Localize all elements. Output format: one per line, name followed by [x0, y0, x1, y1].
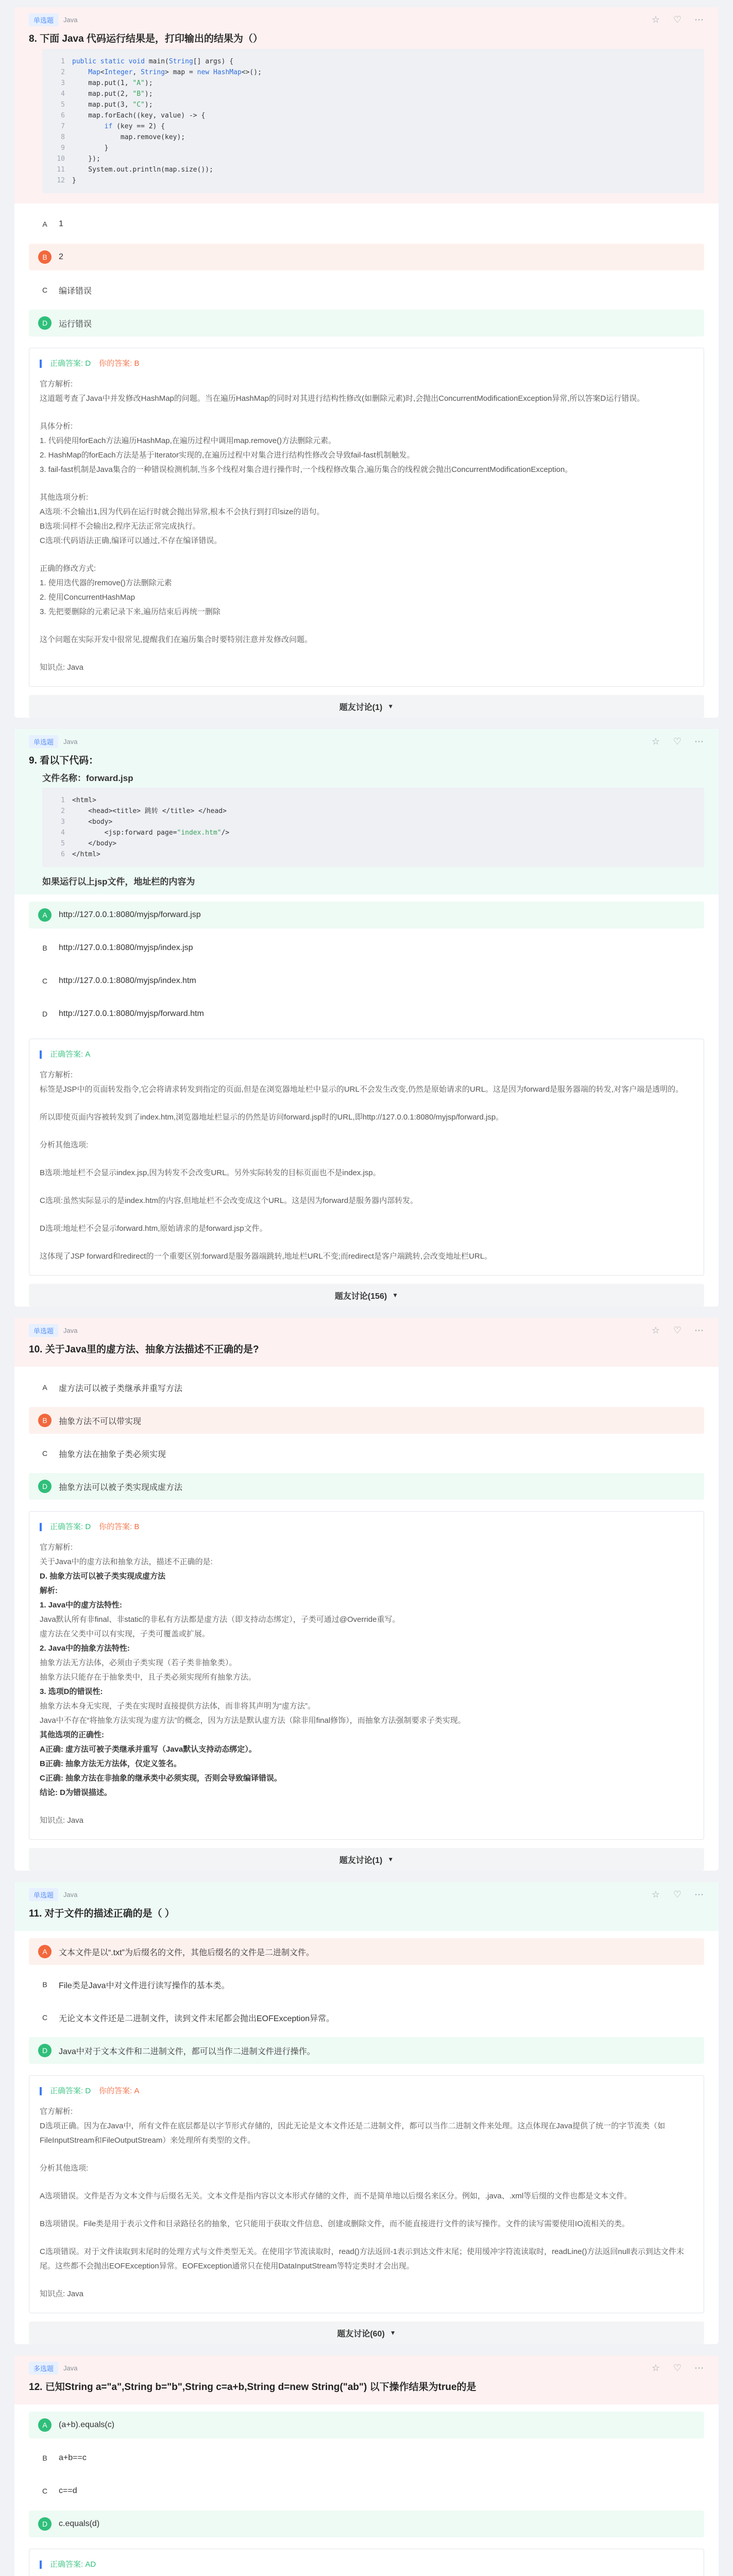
thumbs-up-icon[interactable]: ♡ [673, 1325, 682, 1335]
line-number: 5 [61, 101, 65, 109]
explanation-paragraph: D选项正确。因为在Java中，所有文件在底层都是以字节形式存储的，因此无论是文本文件还是二进制文件，都可以当作二进制文件来处理。这点体现在Java提供了统一的字节流类（如FileInputStream和FileOutputStream）来处理所有类型的文件。 [40, 2122, 666, 2145]
question-actions [651, 1325, 704, 1335]
star-icon[interactable]: ☆ [651, 14, 660, 25]
option-c[interactable] [29, 2478, 704, 2504]
question-header [14, 7, 719, 204]
option-text: 无论文本文件还是二进制文件，读到文件末尾都会抛出EOFException异常。 [59, 2014, 335, 2023]
code-text: <body> [72, 818, 113, 826]
thumbs-up-icon[interactable]: ♡ [673, 2363, 682, 2373]
more-icon[interactable]: ⋯ [694, 14, 704, 25]
option-a[interactable] [29, 211, 704, 238]
explanation-paragraph: 具体分析: [40, 422, 73, 431]
answer-summary [40, 2084, 693, 2098]
explanation-paragraph: 所以即使页面内容被转发到了index.htm,浏览器地址栏显示的仍然是访问forward.jsp时的URL,即http://127.0.0.1:8080/myjsp/forward.jsp。 [40, 1113, 504, 1122]
explanation-paragraph: D. 抽象方法可以被子类实现成虚方法 [40, 1572, 166, 1581]
option-text: c.equals(d) [59, 2519, 100, 2528]
question-card [14, 729, 719, 1307]
option-d[interactable] [29, 2511, 704, 2537]
answer-accent-bar [40, 360, 42, 368]
explanation-paragraph: A选项:不会输出1,因为代码在运行时就会抛出异常,根本不会执行到打印size的语句。 [40, 507, 325, 516]
line-number: 11 [57, 166, 65, 174]
explanation-paragraph: 2. 使用ConcurrentHashMap [40, 593, 135, 602]
code-line [52, 99, 695, 110]
code-block [42, 788, 704, 867]
answer-summary [40, 2557, 693, 2572]
code-text: map.put(1, "A"); [72, 79, 153, 87]
question-card [14, 1882, 719, 2344]
answer-accent-bar [40, 2087, 42, 2095]
code-text: map.forEach((key, value) -> { [72, 112, 206, 120]
explanation-paragraph: 1. 代码使用forEach方法遍历HashMap,在遍历过程中调用map.remove()方法删除元素。 [40, 436, 336, 445]
option-letter: D [38, 1480, 52, 1493]
code-line [52, 110, 695, 121]
correct-answer: 正确答案: D [50, 1522, 91, 1531]
star-icon[interactable]: ☆ [651, 1325, 660, 1335]
explanation-paragraph: 官方解析: [40, 380, 73, 388]
option-c[interactable] [29, 2004, 704, 2031]
option-list [14, 894, 719, 1037]
line-number: 6 [61, 851, 65, 858]
explanation-paragraph: 知识点: Java [40, 663, 84, 672]
correct-answer: 正确答案: D [50, 2087, 91, 2095]
correct-answer: 正确答案: D [50, 359, 91, 368]
answer-panel [29, 2075, 704, 2313]
option-letter: C [42, 2013, 48, 2022]
code-text: System.out.println(map.size()); [72, 166, 213, 174]
discussion-label: 题友讨论(60) [337, 2329, 385, 2338]
explanation-paragraph: B选项:地址栏不会显示index.jsp,因为转发不会改变URL。另外实际转发的目标页面也不是index.jsp。 [40, 1168, 381, 1177]
question-type-tag: 单选题 [29, 735, 58, 748]
explanation-paragraph: D选项:地址栏不会显示forward.htm,原始请求的是forward.jsp文件。 [40, 1224, 267, 1233]
code-text: } [72, 177, 76, 184]
code-text: <jsp:forward page="index.htm"/> [72, 829, 230, 837]
option-text: http://127.0.0.1:8080/myjsp/forward.jsp [59, 910, 201, 919]
line-number: 1 [61, 58, 65, 65]
code-text: <html> [72, 796, 96, 804]
question-meta [29, 12, 704, 27]
option-letter: A [42, 1383, 47, 1392]
code-text: map.remove(key); [72, 133, 185, 141]
option-list [14, 1931, 719, 2073]
chevron-down-icon: ▼ [387, 1856, 394, 1863]
language-tag: Java [63, 1890, 78, 1899]
answer-summary [40, 357, 693, 371]
option-letter: B [42, 2454, 47, 2462]
question-title: 8. 下面 Java 代码运行结果是，打印输出的结果为（） [29, 33, 263, 44]
question-card [14, 1318, 719, 1871]
option-text: http://127.0.0.1:8080/myjsp/index.htm [59, 976, 196, 985]
explanation-paragraph: 虚方法在父类中可以有实现，子类可覆盖或扩展。 [40, 1630, 210, 1638]
option-list [14, 204, 719, 346]
discussion-toggle[interactable] [29, 695, 704, 718]
explanation-paragraph: C选项:代码语法正确,编译可以通过,不存在编译错误。 [40, 536, 222, 545]
option-letter: D [38, 316, 52, 330]
option-text: File类是Java中对文件进行读写操作的基本类。 [59, 1981, 230, 1990]
explanation-paragraph: 标签是JSP中的页面转发指令,它会将请求转发到指定的页面,但是在浏览器地址栏中显示的URL不会发生改变,仍然是原始请求的URL。这是因为forward是服务器端的转发,对客户端是透明的。 [40, 1085, 684, 1094]
option-text: 1 [59, 219, 63, 228]
code-line [52, 164, 695, 175]
question-type-tag: 多选题 [29, 2362, 58, 2375]
explanation-paragraph: 1. 使用迭代器的remove()方法删除元素 [40, 579, 172, 587]
code-text: } [72, 144, 109, 152]
option-text: 编译错误 [59, 286, 92, 296]
code-block [42, 49, 704, 193]
your-answer: 你的答案: A [99, 2087, 140, 2095]
more-icon[interactable]: ⋯ [694, 736, 704, 747]
explanation-paragraph: 解析: [40, 1586, 58, 1595]
option-b[interactable] [29, 935, 704, 961]
option-text: http://127.0.0.1:8080/myjsp/forward.htm [59, 1009, 204, 1018]
explanation-paragraph: 结论: D为错误描述。 [40, 1788, 112, 1797]
explanation-paragraph: C选项错误。对于文件读取到末尾时的处理方式与文件类型无关。在使用字节流读取时，read()方法返回-1表示到达文件末尾；使用缓冲字符流读取时，readLine()方法返回null表示到达文件末尾。这些都不会抛出EOFException异常。EOFException通常只在使用DataInputStream等特定类时才会出现。 [40, 2247, 684, 2270]
option-a[interactable] [29, 1938, 704, 1965]
star-icon[interactable]: ☆ [651, 1889, 660, 1900]
option-text: a+b==c [59, 2453, 87, 2462]
option-letter: A [38, 2418, 52, 2432]
discussion-toggle[interactable] [29, 1848, 704, 1871]
line-number: 3 [61, 79, 65, 87]
star-icon[interactable]: ☆ [651, 2363, 660, 2373]
your-answer: 你的答案: B [99, 359, 140, 368]
option-a[interactable] [29, 2412, 704, 2438]
code-text: </body> [72, 840, 117, 848]
correct-answer: 正确答案: AD [50, 2560, 96, 2569]
option-text: 抽象方法不可以带实现 [59, 1417, 142, 1426]
question-title: 12. 已知String a="a",String b="b",String c=a+b,String d=new String("ab") 以下操作结果为true的是 [29, 2382, 476, 2393]
code-text: <head><title> 跳转 </title> </head> [72, 807, 227, 815]
line-number: 4 [61, 829, 65, 837]
thumbs-up-icon[interactable]: ♡ [673, 14, 682, 25]
explanation-paragraph: 2. Java中的抽象方法特性: [40, 1644, 130, 1653]
option-d[interactable] [29, 310, 704, 336]
option-letter: C [42, 286, 48, 294]
explanation-paragraph: B选项:同样不会输出2,程序无法正常完成执行。 [40, 522, 200, 531]
line-number: 1 [61, 796, 65, 804]
explanation-paragraph: C选项:虽然实际显示的是index.htm的内容,但地址栏不会改变成这个URL。这是因为forward是服务器内部转发。 [40, 1196, 418, 1205]
line-number: 2 [61, 69, 65, 76]
code-line [52, 143, 695, 154]
question-header [14, 1318, 719, 1367]
option-letter: A [38, 1945, 52, 1958]
explanation-paragraph: 分析其他选项: [40, 1141, 89, 1149]
discussion-label: 题友讨论(1) [339, 703, 383, 712]
option-text: 抽象方法在抽象子类必须实现 [59, 1450, 166, 1459]
option-letter: C [42, 2487, 48, 2495]
line-number: 5 [61, 840, 65, 848]
option-letter: A [38, 908, 52, 922]
language-tag: Java [63, 1326, 78, 1334]
your-answer: 你的答案: B [99, 1522, 140, 1531]
language-tag: Java [63, 737, 78, 745]
option-c[interactable] [29, 1440, 704, 1467]
question-meta [29, 1887, 704, 1902]
explanation-paragraph: 官方解析: [40, 1071, 73, 1079]
question-title: 10. 关于Java里的虚方法、抽象方法描述不正确的是? [29, 1344, 259, 1355]
language-tag: Java [63, 2364, 78, 2372]
option-a[interactable] [29, 1374, 704, 1401]
code-line [52, 795, 695, 806]
star-icon[interactable]: ☆ [651, 736, 660, 747]
code-line [52, 78, 695, 89]
option-text: 虚方法可以被子类继承并重写方法 [59, 1384, 183, 1393]
line-number: 10 [57, 155, 65, 163]
option-b[interactable] [29, 1407, 704, 1434]
option-letter: D [38, 2044, 52, 2057]
line-number: 6 [61, 112, 65, 120]
question-header [14, 729, 719, 894]
explanation-paragraph: 1. Java中的虚方法特性: [40, 1601, 123, 1609]
question-header [14, 1882, 719, 1931]
option-list [14, 1367, 719, 1509]
explanation-paragraph: 其他选项的正确性: [40, 1731, 104, 1739]
more-icon[interactable]: ⋯ [694, 1889, 704, 1900]
line-number: 2 [61, 807, 65, 815]
explanation-paragraph: 其他选项分析: [40, 493, 89, 502]
option-letter: D [38, 2517, 52, 2531]
explanation-paragraph: 3. 选项D的错误性: [40, 1687, 103, 1696]
code-text: }); [72, 155, 100, 163]
question-meta [29, 2361, 704, 2375]
option-letter: B [38, 1414, 52, 1427]
option-list [14, 2404, 719, 2547]
discussion-label: 题友讨论(156) [334, 1292, 387, 1301]
explanation-paragraph: A正确: 虚方法可被子类继承并重写（Java默认支持动态绑定）。 [40, 1745, 257, 1754]
explanation-paragraph: 这个问题在实际开发中很常见,提醒我们在遍历集合时要特别注意并发修改问题。 [40, 635, 313, 644]
option-c[interactable] [29, 968, 704, 994]
option-text: (a+b).equals(c) [59, 2420, 115, 2429]
option-a[interactable] [29, 902, 704, 928]
explanation-paragraph: 2. HashMap的forEach方法是基于Iterator实现的,在遍历过程中对集合进行结构性修改会导致fail-fast机制触发。 [40, 451, 415, 460]
correct-answer: 正确答案: A [50, 1050, 91, 1059]
answer-panel [29, 348, 704, 687]
question-header [14, 2355, 719, 2404]
explanation-paragraph: B选项错误。File类是用于表示文件和目录路径名的抽象，它只能用于获取文件信息、创建或删除文件，而不能直接进行文件的读写操作。文件的读写需要使用IO流相关的类。 [40, 2219, 630, 2228]
option-letter: D [42, 1010, 48, 1018]
question-card [14, 7, 719, 718]
chevron-down-icon: ▼ [389, 2329, 396, 2336]
answer-summary [40, 1047, 693, 1062]
question-type-tag: 单选题 [29, 13, 58, 26]
option-text: Java中对于文本文件和二进制文件，都可以当作二进制文件进行操作。 [59, 2047, 315, 2056]
line-number: 3 [61, 818, 65, 826]
question-meta [29, 734, 704, 749]
explanation-paragraph: 知识点: Java [40, 1816, 84, 1825]
answer-accent-bar [40, 1523, 42, 1531]
line-number: 8 [61, 133, 65, 141]
code-line [52, 849, 695, 860]
question-actions [651, 2363, 704, 2373]
explanation-paragraph: Java中不存在“将抽象方法实现为虚方法”的概念，因为方法是默认虚方法（除非用final修饰），而抽象方法强制要求子类实现。 [40, 1716, 466, 1725]
answer-summary [40, 1520, 693, 1534]
line-number: 9 [61, 144, 65, 152]
code-line [52, 121, 695, 132]
option-text: c==d [59, 2486, 77, 2495]
answer-panel [29, 2549, 704, 2576]
code-text: </html> [72, 851, 100, 858]
explanation-paragraph: A选项错误。文件是否为文本文件与后缀名无关。文本文件是指内容以文本形式存储的文件，而不是简单地以后缀名来区分。例如，.java、.xml等后缀的文件也都是文本文件。 [40, 2192, 632, 2200]
explanation-paragraph: 抽象方法无方法体，必须由子类实现（若子类非抽象类）。 [40, 1658, 237, 1667]
question-type-tag: 单选题 [29, 1888, 58, 1901]
explanation-paragraph: 这道题考查了Java中并发修改HashMap的问题。当在遍历HashMap的同时对其进行结构性修改(如删除元素)时,会抛出ConcurrentModificationException异常,所以答案D运行错误。 [40, 394, 645, 403]
explanation-paragraph: 抽象方法只能存在于抽象类中，且子类必须实现所有抽象方法。 [40, 1673, 257, 1682]
option-text: http://127.0.0.1:8080/myjsp/index.jsp [59, 943, 193, 952]
discussion-toggle[interactable] [29, 1284, 704, 1307]
option-text: 2 [59, 252, 63, 261]
code-text: if (key == 2) { [104, 123, 165, 130]
explanation-paragraph: 关于Java中的虚方法和抽象方法，描述不正确的是: [40, 1557, 213, 1566]
code-line [52, 67, 695, 78]
code-text: Map<Integer, String> map = new HashMap<>(); [88, 69, 262, 76]
explanation-paragraph: B正确: 抽象方法无方法体，仅定义签名。 [40, 1759, 181, 1768]
option-text: 抽象方法可以被子类实现成虚方法 [59, 1483, 183, 1492]
question-meta [29, 1323, 704, 1337]
explanation-paragraph: 3. 先把要删除的元素记录下来,遍历结束后再统一删除 [40, 607, 220, 616]
option-text: 运行错误 [59, 319, 92, 329]
option-c[interactable] [29, 277, 704, 303]
explanation-paragraph: 正确的修改方式: [40, 564, 96, 573]
question-title: 11. 对于文件的描述正确的是（ ） [29, 1908, 175, 1919]
line-number: 7 [61, 123, 65, 130]
option-letter: B [42, 944, 47, 952]
question-subtitle: 文件名称：forward.jsp [42, 773, 133, 783]
discussion-label: 题友讨论(1) [339, 1856, 383, 1865]
language-tag: Java [63, 15, 78, 24]
code-line [52, 175, 695, 186]
option-b[interactable] [29, 1971, 704, 1998]
option-letter: C [42, 977, 48, 985]
answer-accent-bar [40, 2561, 42, 2569]
option-d[interactable] [29, 2037, 704, 2064]
question-title: 9. 看以下代码： [29, 755, 99, 766]
explanation-paragraph: Java默认所有非final、非static的非私有方法都是虚方法（即支持动态绑定），子类可通过@Override重写。 [40, 1615, 400, 1624]
thumbs-up-icon[interactable]: ♡ [673, 1889, 682, 1900]
option-b[interactable] [29, 244, 704, 270]
question-actions [651, 736, 704, 747]
chevron-down-icon: ▼ [387, 703, 394, 710]
code-text: map.put(2, "B"); [72, 90, 153, 98]
code-line [52, 827, 695, 838]
explanation-paragraph: C正确: 抽象方法在非抽象的继承类中必须实现，否则会导致编译错误。 [40, 1774, 282, 1783]
option-text: 文本文件是以“.txt”为后缀名的文件，其他后缀名的文件是二进制文件。 [59, 1948, 314, 1957]
option-b[interactable] [29, 2445, 704, 2471]
more-icon[interactable]: ⋯ [694, 2363, 704, 2373]
code-text: map.put(3, "C"); [72, 101, 153, 109]
option-d[interactable] [29, 1001, 704, 1027]
chevron-down-icon: ▼ [392, 1292, 399, 1299]
explanation-paragraph: 知识点: Java [40, 2290, 84, 2298]
question-prompt: 如果运行以上jsp文件，地址栏的内容为 [42, 877, 195, 887]
explanation-paragraph: 3. fail-fast机制是Java集合的一种错误检测机制,当多个线程对集合进行操作时,一个线程修改集合,遍历集合的线程就会抛出ConcurrentModificationException。 [40, 465, 573, 474]
code-line [52, 56, 695, 67]
code-line [52, 806, 695, 817]
answer-panel [29, 1039, 704, 1276]
code-line [52, 132, 695, 143]
question-card [14, 2355, 719, 2576]
line-number: 4 [61, 90, 65, 98]
option-letter: B [38, 250, 52, 264]
explanation-paragraph: 这体现了JSP forward和redirect的一个重要区别:forward是服务器端跳转,地址栏URL不变;而redirect是客户端跳转,会改变地址栏URL。 [40, 1252, 492, 1261]
question-type-tag: 单选题 [29, 1324, 58, 1337]
code-line [52, 817, 695, 827]
thumbs-up-icon[interactable]: ♡ [673, 736, 682, 747]
discussion-toggle[interactable] [29, 2321, 704, 2344]
line-number: 12 [57, 177, 65, 184]
code-line [52, 838, 695, 849]
question-actions [651, 1889, 704, 1900]
explanation-paragraph: 官方解析: [40, 2107, 73, 2116]
code-text: public static void main(String[] args) { [72, 58, 234, 65]
explanation-paragraph: 分析其他选项: [40, 2164, 89, 2173]
question-actions [651, 14, 704, 25]
explanation-paragraph: 抽象方法本身无实现，子类在实现时直接提供方法体，而非将其声明为“虚方法”。 [40, 1702, 315, 1710]
more-icon[interactable]: ⋯ [694, 1325, 704, 1335]
answer-panel [29, 1511, 704, 1840]
explanation-paragraph: 官方解析: [40, 1543, 73, 1552]
answer-accent-bar [40, 1050, 42, 1059]
option-letter: A [42, 220, 47, 228]
option-d[interactable] [29, 1473, 704, 1500]
code-line [52, 89, 695, 99]
code-line [52, 154, 695, 164]
option-letter: C [42, 1449, 48, 1458]
option-letter: B [42, 1980, 47, 1989]
